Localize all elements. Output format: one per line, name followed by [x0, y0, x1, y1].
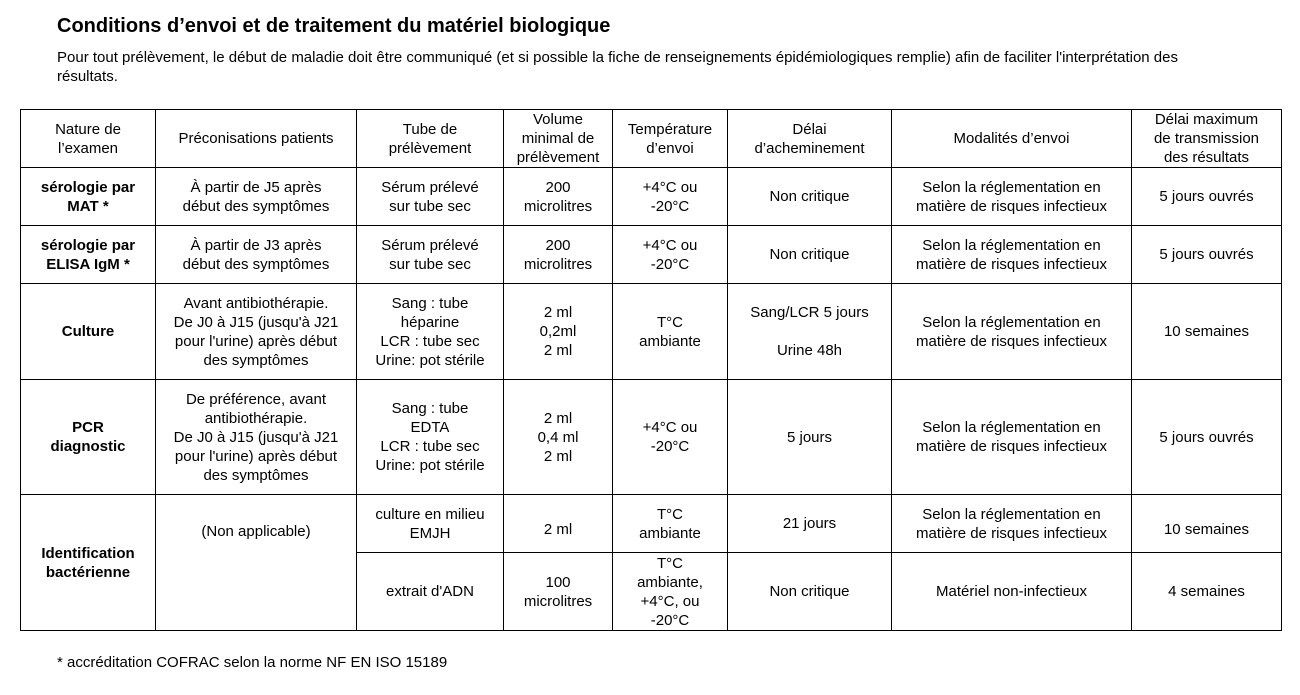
cell-modalites: Selon la réglementation en matière de risques infectieux [892, 226, 1132, 284]
cell-tube: Sang : tube héparine LCR : tube sec Urine: pot stérile [357, 284, 504, 380]
cell-delai: Non critique [728, 226, 892, 284]
cell-preconisations: De préférence, avant antibiothérapie. De J0 à J15 (jusqu'à J21 pour l'urine) après début des symptômes [156, 380, 357, 495]
cell-delai: Non critique [728, 168, 892, 226]
table-header-row [21, 110, 1282, 168]
cell-resultats: 5 jours ouvrés [1132, 226, 1282, 284]
cell-tube: Sérum prélevé sur tube sec [357, 226, 504, 284]
header-nature: Nature de l’examen [21, 110, 156, 168]
cell-tube: extrait d'ADN [357, 553, 504, 631]
cell-tube: Sang : tube EDTA LCR : tube sec Urine: pot stérile [357, 380, 504, 495]
header-resultats: Délai maximum de transmission des résultats [1132, 110, 1282, 168]
header-temperature: Température d’envoi [613, 110, 728, 168]
cell-modalites: Selon la réglementation en matière de risques infectieux [892, 284, 1132, 380]
cell-modalites: Selon la réglementation en matière de risques infectieux [892, 380, 1132, 495]
header-tube: Tube de prélèvement [357, 110, 504, 168]
table-row [21, 284, 1282, 380]
cell-tube: culture en milieu EMJH [357, 495, 504, 553]
cell-delai: 5 jours [728, 380, 892, 495]
cell-resultats: 5 jours ouvrés [1132, 380, 1282, 495]
cell-preconisations: À partir de J3 après début des symptômes [156, 226, 357, 284]
cell-volume: 200 microlitres [504, 226, 613, 284]
cell-resultats: 5 jours ouvrés [1132, 168, 1282, 226]
cell-temperature: T°C ambiante [613, 495, 728, 553]
cell-resultats: 10 semaines [1132, 495, 1282, 553]
cell-preconisations: (Non applicable) [156, 495, 357, 631]
cell-tube: Sérum prélevé sur tube sec [357, 168, 504, 226]
table-row [21, 380, 1282, 495]
cell-volume: 2 ml 0,2ml 2 ml [504, 284, 613, 380]
header-volume: Volume minimal de prélèvement [504, 110, 613, 168]
page-title: Conditions d’envoi et de traitement du matériel biologique [57, 15, 611, 37]
cell-modalites: Matériel non-infectieux [892, 553, 1132, 631]
cell-resultats: 4 semaines [1132, 553, 1282, 631]
cell-temperature: +4°C ou -20°C [613, 168, 728, 226]
cell-temperature: T°C ambiante, +4°C, ou -20°C [613, 553, 728, 631]
cell-volume: 2 ml [504, 495, 613, 553]
header-preconisations: Préconisations patients [156, 110, 357, 168]
cell-temperature: T°C ambiante [613, 284, 728, 380]
cell-nature: PCR diagnostic [21, 380, 156, 495]
cell-volume: 100 microlitres [504, 553, 613, 631]
cell-delai: Sang/LCR 5 jours Urine 48h [728, 284, 892, 380]
cell-preconisations: À partir de J5 après début des symptômes [156, 168, 357, 226]
table-row [21, 168, 1282, 226]
footnote: * accréditation COFRAC selon la norme NF EN ISO 15189 [57, 654, 448, 671]
table-row [21, 226, 1282, 284]
cell-nature: Identification bactérienne [21, 495, 156, 631]
table-row [21, 495, 1282, 553]
header-delai: Délai d’acheminement [728, 110, 892, 168]
conditions-table [20, 109, 1282, 631]
cell-temperature: +4°C ou -20°C [613, 380, 728, 495]
cell-nature: Culture [21, 284, 156, 380]
cell-modalites: Selon la réglementation en matière de risques infectieux [892, 168, 1132, 226]
cell-delai: 21 jours [728, 495, 892, 553]
cell-resultats: 10 semaines [1132, 284, 1282, 380]
cell-volume: 200 microlitres [504, 168, 613, 226]
cell-modalites: Selon la réglementation en matière de risques infectieux [892, 495, 1132, 553]
header-modalites: Modalités d’envoi [892, 110, 1132, 168]
cell-preconisations: Avant antibiothérapie. De J0 à J15 (jusqu'à J21 pour l'urine) après début des symptômes [156, 284, 357, 380]
cell-volume: 2 ml 0,4 ml 2 ml [504, 380, 613, 495]
cell-delai: Non critique [728, 553, 892, 631]
cell-nature: sérologie par MAT * [21, 168, 156, 226]
intro-paragraph: Pour tout prélèvement, le début de maladie doit être communiqué (et si possible la fiche de renseignements épidémiologiques remplie) afin de faciliter l'interprétation des résultats. [57, 49, 1178, 85]
cell-temperature: +4°C ou -20°C [613, 226, 728, 284]
cell-nature: sérologie par ELISA IgM * [21, 226, 156, 284]
